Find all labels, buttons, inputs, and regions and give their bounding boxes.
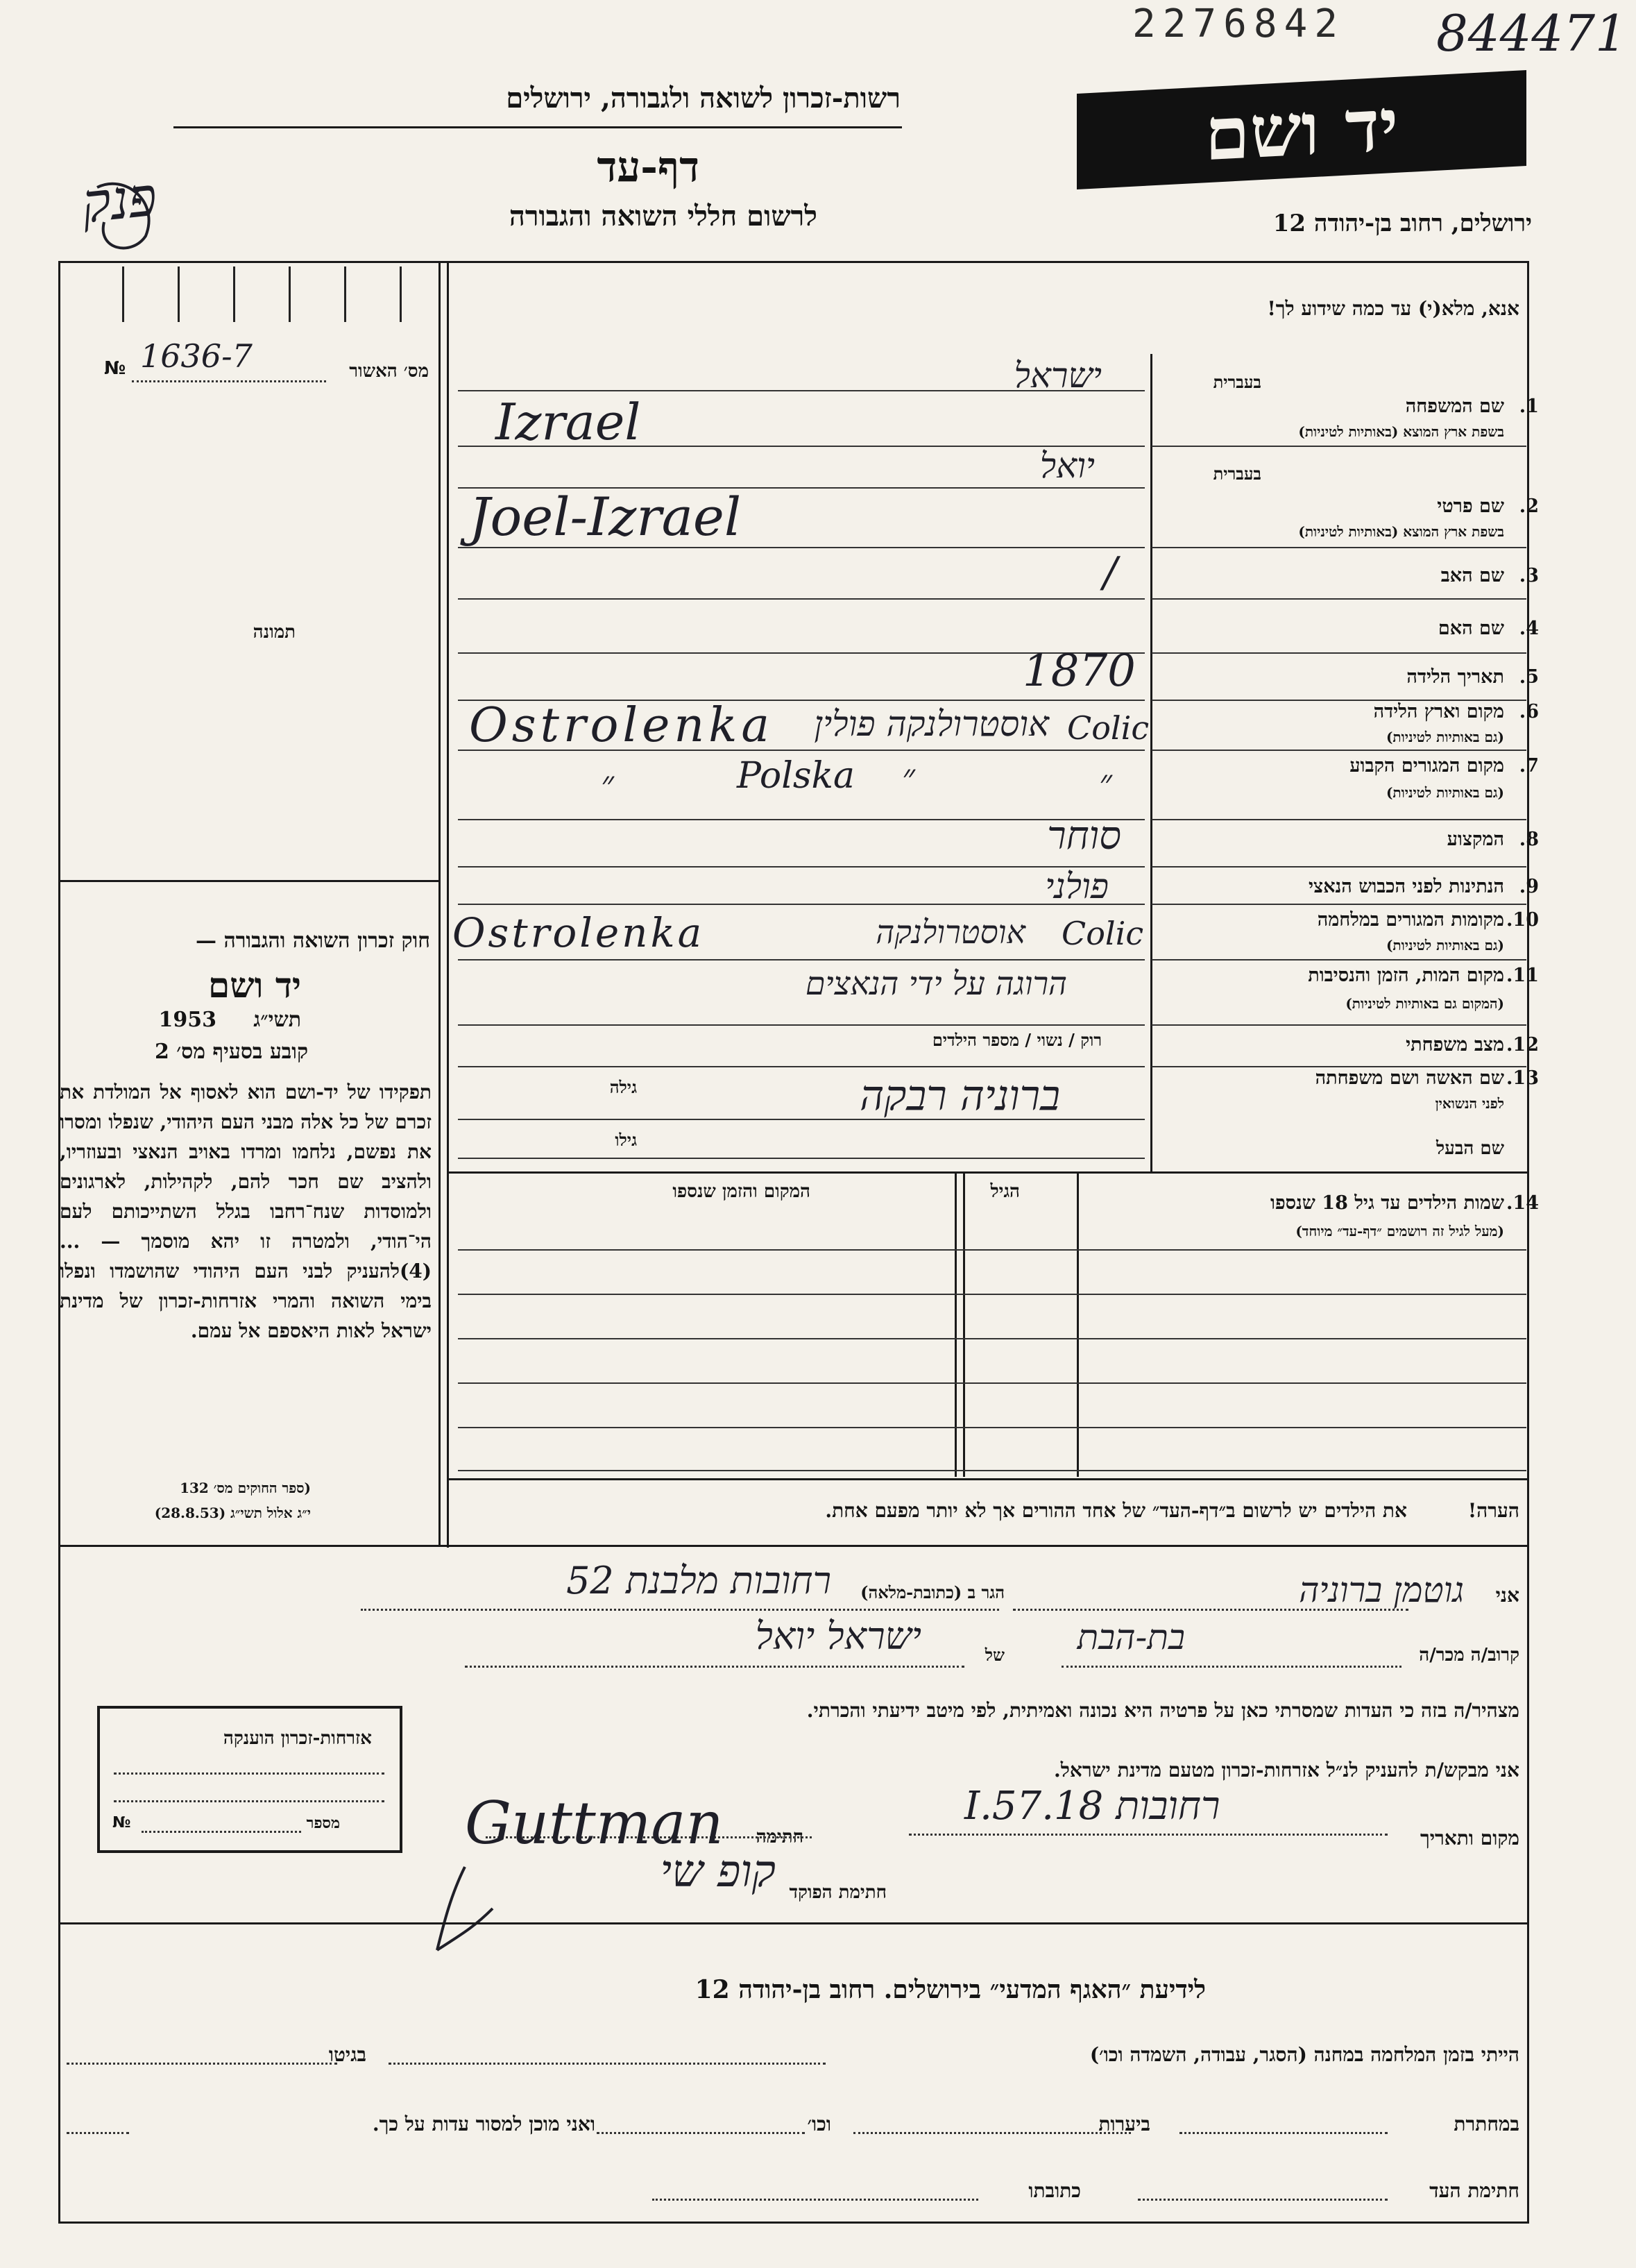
approval-number-value[interactable]: 1636-7 [140, 337, 253, 375]
field-9-label: הנתינות לפני הכבוש הנאצי [1308, 876, 1504, 897]
field-3-label: שם האב [1440, 565, 1504, 586]
row-rule-6 [1152, 750, 1526, 751]
row-rule-9 [1152, 904, 1526, 905]
value-rule-5 [458, 598, 1145, 600]
children-col-divider-3 [955, 1171, 957, 1477]
relation-value[interactable]: בת-הבת [1077, 1617, 1185, 1657]
field-9-value[interactable]: פולני [1045, 866, 1109, 906]
note-row-top [448, 1478, 1528, 1480]
field-2-value-latin[interactable]: Joel-Izrael [469, 486, 742, 548]
field-7-number: 7. [1519, 755, 1539, 777]
row-rule-7 [1152, 819, 1526, 820]
field-10-sub: (גם באותיות לטיניות) [1386, 937, 1504, 954]
field-7-ditto-1: ״ [601, 763, 614, 804]
certificate-number-label: מספר [306, 1814, 340, 1832]
field-2-number: 2. [1519, 496, 1539, 517]
footer-witness-signature-label: חתימת העד [1429, 2179, 1519, 2202]
photo-placeholder-label: תמונה [253, 622, 296, 643]
field-9-number: 9. [1519, 876, 1539, 897]
footer-address-label: כתובתו [1028, 2179, 1081, 2202]
field-10-value-extra[interactable]: Colic [1062, 915, 1144, 952]
officer-signature[interactable]: קופ שי [660, 1846, 776, 1897]
field-1-value-hebrew[interactable]: ישראל [1014, 355, 1102, 396]
law-title: חוק זכרון השואה והגבורה — [196, 929, 430, 953]
field-6-number: 6. [1519, 701, 1539, 722]
value-rule-11 [458, 904, 1145, 905]
field-11-sub: (המקום גם באותיות לטיניות) [1345, 995, 1504, 1012]
declarant-address[interactable]: רחובות מלבנת 52 [566, 1559, 831, 1602]
declaration-request: אני מבקש/ת להעניק לנ״ל אזרחות-זכרון מטעם מדינת ישראל. [1054, 1759, 1519, 1782]
form-title: דף-עד [597, 143, 699, 192]
children-table-top [448, 1171, 1528, 1174]
field-2-label: שם פרטי [1437, 496, 1504, 517]
husband-label: שם הבעל [1435, 1138, 1504, 1159]
relative-name-line [465, 1666, 964, 1668]
declarant-name[interactable]: גוטמן ברוניה [1299, 1570, 1464, 1610]
footer-witness-signature-line [1138, 2199, 1388, 2201]
field-12-label: מצב משפחתי [1406, 1034, 1504, 1056]
yad-vashem-logo [1077, 70, 1526, 189]
footer-top-rule [60, 1922, 1528, 1924]
of-label: של [985, 1645, 1005, 1665]
field-5-number: 5. [1519, 666, 1539, 688]
value-rule-12 [458, 959, 1145, 960]
field-2-value-hebrew[interactable]: יואל [1039, 446, 1095, 486]
field-10-number: 10. [1506, 909, 1539, 931]
field-7-value-latin[interactable]: Polska [737, 755, 855, 797]
left-inner-divider [438, 262, 441, 1546]
field-4-number: 4. [1519, 618, 1539, 639]
children-col-divider-2 [1077, 1171, 1079, 1477]
label-column-divider [1150, 354, 1152, 1173]
law-name: יד ושם [208, 965, 301, 1006]
signature-label: חתימה [756, 1827, 803, 1847]
law-panel-top-rule [60, 880, 440, 882]
footer-camp-line [389, 2063, 826, 2065]
law-year: 1953 [158, 1008, 216, 1032]
place-date-line [909, 1834, 1388, 1836]
field-1-label: שם המשפחה [1405, 396, 1504, 417]
org-underline [173, 126, 902, 128]
footer-testimony-label: ואני מוכן למסור עדות על כך. [372, 2113, 595, 2135]
field-3-value[interactable]: / [1103, 548, 1118, 597]
row-rule-3 [1152, 598, 1526, 600]
field-6-value-latin[interactable]: Ostrolenka [469, 698, 774, 753]
children-col-divider-1 [963, 1171, 965, 1477]
footer-underground-label: במחתרת [1454, 2113, 1519, 2135]
field-1-value-latin[interactable]: Izrael [495, 393, 641, 451]
approval-number-label: מס׳ האשור [349, 361, 429, 382]
footer-forests-label: ביערות [1098, 2113, 1150, 2135]
row-rule-11 [1152, 1024, 1526, 1026]
place-date-label: מקום ותאריך [1420, 1827, 1519, 1850]
row-rule-10 [1152, 959, 1526, 960]
field-8-label: המקצוע [1447, 829, 1504, 850]
row-rule-4 [1152, 652, 1526, 654]
residing-label: הגר ב (כתובת-מלאה) [860, 1582, 1005, 1602]
relative-name[interactable]: ישראל יואל [755, 1614, 921, 1658]
field-1-number: 1. [1519, 396, 1539, 417]
note-text: את הילדים יש לרשום ב״דף-העד״ של אחד ההורים אך לא יותר מפעם אחת. [825, 1499, 1407, 1522]
field-4-label: שם האם [1438, 618, 1504, 639]
row-rule-8 [1152, 866, 1526, 868]
handwritten-corner-note: פנק [78, 165, 160, 236]
children-row-6 [458, 1470, 1526, 1471]
note-label: הערה! [1467, 1499, 1519, 1522]
footer-underground-line [1179, 2132, 1388, 2134]
field-11-value[interactable]: הרוגה על ידי הנאצים [805, 965, 1067, 1002]
archive-serial-number: 2276842 [1132, 1, 1345, 46]
place-date-value[interactable]: רחובות 18.I.57 [964, 1784, 1220, 1829]
relative-label: קרוב/ה מכר/ה [1419, 1645, 1519, 1666]
address-line [361, 1609, 999, 1611]
certificate-title: אזרחות-זכרון הוענקה [223, 1728, 372, 1749]
corner-ruler-marks [122, 266, 414, 329]
children-row-3 [458, 1338, 1526, 1339]
field-7-ditto-3: ״ [1099, 762, 1112, 802]
footer-etc-label: וכו׳ [807, 2113, 831, 2135]
field-13-value[interactable]: ברוניה רבקה [860, 1072, 1060, 1120]
law-body: תפקידו של יד-ושם הוא לאסוף אל המולדת את זכרם של כל אלה מבני העם היהודי, שנפלו ומסרו את נפשם, נלחמו ומרדו באויב הנאצי ובעוזריו, ולהציב שם חכר להם, לקהילות, לארגונים ולמוסדות שנח־רחבו בגלל השתייכותם לעם הי־הודי, ולמטרה זו יהא מוסמך — ...(4)להעניק לבני העם היהודי שהושמדו ונפלו בימי השואה והמרי אזרחות-זכרון של מדינת ישראל לאות היאספם אל עמם. [60, 1081, 432, 1342]
field-3-number: 3. [1519, 565, 1539, 586]
relation-line [1062, 1666, 1401, 1668]
field-6-label: מקום וארץ הלידה [1373, 701, 1504, 722]
handwritten-archive-number: 844471 [1436, 4, 1627, 62]
organization-line: רשות-זכרון לשואה ולגבורה, ירושלים [506, 82, 901, 115]
field-10-label: מקומות המגורים במלחמה [1317, 909, 1504, 931]
law-clause: קובע בסעיף מס׳ 2 [154, 1040, 308, 1064]
declarant-signature[interactable]: Guttman [465, 1789, 724, 1857]
field-7-sub: (גם באותיות לטיניות) [1386, 784, 1504, 801]
row-rule-2 [1152, 547, 1526, 548]
field-8-number: 8. [1519, 829, 1539, 850]
field-2-sub: בשפת ארץ המוצא (באותיות לטיניות) [1298, 523, 1504, 540]
corner-note-loop [83, 174, 173, 264]
value-rule-16 [458, 1158, 1145, 1159]
declaration-i-label: אני [1495, 1584, 1519, 1607]
footer-address-line [652, 2199, 978, 2201]
intro-instruction: אנא, מלא(י) עד כמה שידוע לך! [1267, 297, 1519, 320]
footer-ghetto-line [67, 2063, 337, 2065]
footer-etc-line [597, 2132, 805, 2134]
law-source-date: י״ג אלול תשי״ג (28.8.53) [154, 1505, 311, 1521]
field-11-number: 11. [1506, 965, 1539, 986]
value-rule-13 [458, 1024, 1145, 1026]
form-subtitle: לרשום חללי השואה והגבורה [509, 200, 817, 232]
value-rule-9 [458, 819, 1145, 820]
field-6-value-extra[interactable]: Colic [1067, 709, 1150, 747]
footer-forests-line [853, 2132, 1131, 2134]
field-1-sub: בשפת ארץ המוצא (באותיות לטיניות) [1298, 423, 1504, 440]
left-column-divider [447, 262, 449, 1548]
field-12-number: 12. [1506, 1034, 1539, 1056]
row-rule-1 [1152, 446, 1526, 447]
officer-signature-label: חתימת הפוקד [789, 1882, 887, 1903]
children-sub: (מעל לגיל זה רושמים ״דף-עד״ מיוחד) [1295, 1223, 1504, 1239]
children-age-label: גילו [615, 1130, 637, 1150]
field-7-label: מקום המגורים הקבוע [1349, 755, 1504, 777]
footer-title: לידיעת ״האגף המדעי״ בירושלים. רחוב בן-יהודה 12 [695, 1975, 1206, 2004]
wife-age-label: גילה [609, 1077, 637, 1097]
field-2-tag: בעברית [1213, 464, 1261, 484]
children-row-5 [458, 1427, 1526, 1428]
field-6-value-hebrew[interactable]: אוסטרולנקה פולין [814, 704, 1049, 744]
value-rule-10 [458, 866, 1145, 868]
law-year-hebrew: תשי״ג [253, 1008, 301, 1032]
field-11-label: מקום המות, הזמן והנסיבות [1308, 965, 1504, 986]
field-12-options: רוק / נשוי / מספר הילדים [932, 1030, 1102, 1050]
field-13-number: 13. [1506, 1067, 1539, 1089]
logo-address: ירושלים, רחוב בן-יהודה 12 [1272, 210, 1532, 237]
footer-ghetto-label: בגיטו [328, 2043, 366, 2066]
field-13-label: שם האשה ושם משפחתה [1315, 1067, 1504, 1089]
field-10-value-hebrew[interactable]: אוסטרולנקה [876, 913, 1025, 951]
field-13-sub: לפני הנשואין [1435, 1095, 1504, 1112]
field-10-value-latin[interactable]: Ostrolenka [452, 909, 705, 956]
children-label: שמות הילדים עד גיל 18 שנספו [1270, 1192, 1504, 1214]
law-source: (ספר החוקים מס׳ 132 [180, 1480, 311, 1496]
approval-number-line [132, 380, 326, 382]
field-5-label: תאריך הלידה [1406, 666, 1504, 688]
children-col-age: הגיל [990, 1181, 1020, 1202]
field-7-ditto-2: ״ [902, 756, 915, 797]
logo-text: יד ושם [1204, 81, 1399, 178]
certificate-no-mark: № [112, 1814, 131, 1831]
approval-no-mark: № [104, 358, 126, 379]
note-row-bottom [60, 1545, 1528, 1547]
children-row-4 [458, 1382, 1526, 1384]
footer-camp-label: הייתי בזמן המלחמה במחנה (הסגר, עבודה, השמדה וכו׳) [1089, 2043, 1519, 2066]
field-5-value[interactable]: 1870 [1023, 645, 1136, 697]
officer-signature-stroke [416, 1860, 527, 1957]
children-number: 14. [1506, 1192, 1539, 1214]
children-row-1 [458, 1249, 1526, 1251]
field-1-tag: בעברית [1213, 372, 1261, 392]
children-col-place: המקום והזמן שנספו [672, 1181, 810, 1202]
declaration-statement: מצהיר/ה בזה כי העדות שמסרתי כאן על פרטיה היא נכונה ואמיתית, לפי מיטב ידיעתי והכרתי. [806, 1699, 1519, 1722]
footer-testimony-line [67, 2132, 129, 2134]
certificate-box [97, 1706, 402, 1853]
children-row-2 [458, 1294, 1526, 1295]
field-8-value[interactable]: סוחר [1047, 813, 1121, 858]
value-rule-14 [458, 1066, 1145, 1067]
field-6-sub: (גם באותיות לטיניות) [1386, 729, 1504, 745]
